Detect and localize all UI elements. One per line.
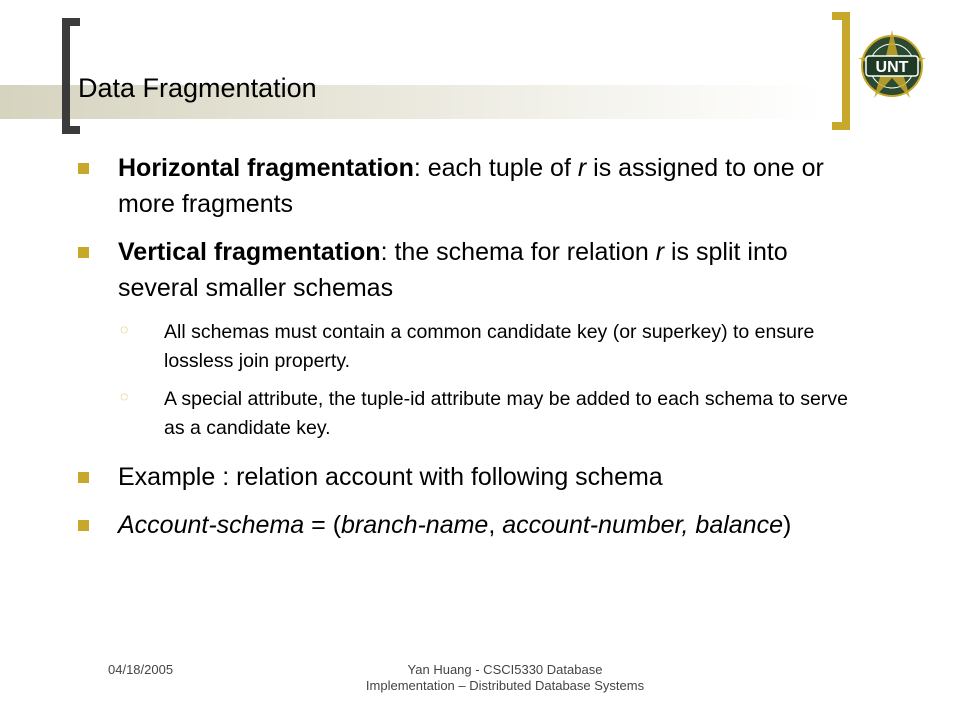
attr-branch-name: branch-name [341,511,489,539]
sub-bullet-text: All schemas must contain a common candidate key (or superkey) to ensure lossless join property. [164,321,815,372]
footer-date: 04/18/2005 [108,662,174,677]
bullet-square-icon [78,520,89,531]
sub-bullet-icon: ◌ [120,321,129,337]
bullet-square-icon [78,472,89,483]
bullet-example [70,459,870,495]
text-segment: : each tuple of [413,154,578,182]
bullet-account-schema [70,507,870,543]
logo-text: UNT [875,59,909,76]
sub-bullet-text: A special attribute, the tuple-id attribute may be added to each schema to serve as a candidate key. [164,388,848,439]
example-text: Example : relation account with following schema [118,463,663,491]
right-bracket-decoration [832,12,850,130]
footer-caption [330,662,680,694]
sub-bullet-icon: ◌ [120,388,129,404]
term-horizontal: Horizontal fragmentation [118,154,414,182]
bullet-horizontal-fragmentation [70,150,870,222]
term-vertical: Vertical fragmentation [118,238,381,266]
text-segment: = ( [304,511,342,539]
text-segment: , [488,511,503,539]
text-segment: ) [783,511,792,539]
footer-line-1: Yan Huang - CSCI5330 Database [407,662,603,677]
schema-name: Account-schema [118,511,305,539]
bullet-vertical-fragmentation [70,234,870,306]
bullet-square-icon [78,247,89,258]
var-r: r [577,154,587,182]
text-segment: : the schema for relation [380,238,656,266]
bullet-list [70,150,870,555]
sub-bullet-candidate-key [70,318,870,376]
footer-line-2: Implementation – Distributed Database Systems [365,678,645,693]
var-r: r [655,238,665,266]
text-segment: is split into several smaller schemas [118,238,788,302]
unt-logo [852,26,932,106]
text-segment: is assigned to one or more fragments [118,154,824,218]
attr-account-number-balance: account-number, balance [502,511,783,539]
bullet-square-icon [78,163,89,174]
slide-title: Data Fragmentation [78,73,317,103]
sub-bullet-tuple-id [70,385,870,443]
